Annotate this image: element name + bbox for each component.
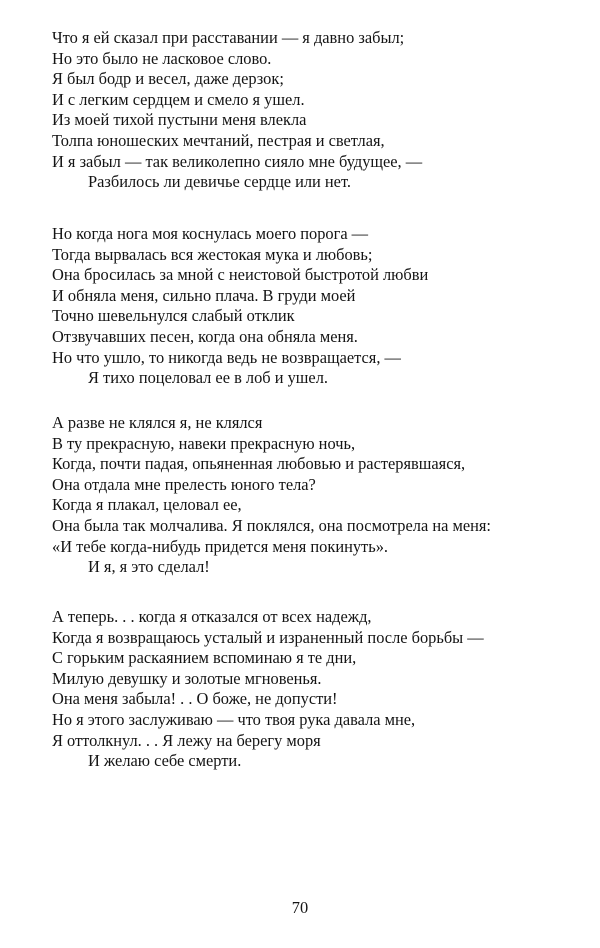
- poem-line: Она была так молчалива. Я поклялся, она посмотрела на меня:: [52, 515, 491, 535]
- poem-line: Я оттолкнул. . . Я лежу на берегу моря: [52, 730, 321, 750]
- poem-line: Что я ей сказал при расставании — я давно забыл;: [52, 28, 405, 47]
- poem-line: В ту прекрасную, навеки прекрасную ночь,: [52, 433, 356, 453]
- stanza: [52, 413, 592, 578]
- poem-line: Она отдала мне прелесть юного тела?: [52, 474, 316, 494]
- poem-line: А теперь. . . когда я отказался от всех надежд,: [52, 607, 372, 626]
- poem-line: А разве не клялся я, не клялся: [52, 413, 263, 432]
- poem-line: Отзвучавших песен, когда она обняла меня.: [52, 326, 358, 346]
- poem-line-indented: Разбилось ли девичье сердце или нет.: [88, 172, 351, 192]
- poem-line: Когда я плакал, целовал ее,: [52, 495, 242, 515]
- poem-line: Когда я возвращаюсь усталый и израненный после борьбы —: [52, 627, 484, 647]
- poem-line: Из моей тихой пустыни меня влекла: [52, 110, 307, 130]
- stanza: [52, 607, 592, 772]
- poem-line: Но это было не ласковое слово.: [52, 48, 272, 68]
- poem-line: Она меня забыла! . . О боже, не допусти!: [52, 689, 338, 709]
- poem-line: Но что ушло, то никогда ведь не возвращается, —: [52, 347, 401, 367]
- poem-line: Когда, почти падая, опьяненная любовью и растерявшаяся,: [52, 454, 466, 474]
- poem-line-indented: Я тихо поцеловал ее в лоб и ушел.: [88, 368, 328, 388]
- poem-line: Точно шевельнулся слабый отклик: [52, 306, 295, 326]
- poem-line: И с легким сердцем и смело я ушел.: [52, 89, 305, 109]
- poem-line: Но когда нога моя коснулась моего порога —: [52, 224, 369, 243]
- poem-line: Толпа юношеских мечтаний, пестрая и светлая,: [52, 130, 385, 150]
- poem-line-indented: И желаю себе смерти.: [88, 751, 242, 771]
- poem-line: Она бросилась за мной с неистовой быстротой любви: [52, 265, 429, 285]
- poem-line: И обняла меня, сильно плача. В груди моей: [52, 285, 356, 305]
- poem-line: И я забыл — так великолепно сияло мне будущее, —: [52, 151, 423, 171]
- poem-line-indented: И я, я это сделал!: [88, 557, 210, 577]
- poem-line: Милую девушку и золотые мгновенья.: [52, 668, 322, 688]
- poem-line: С горьким раскаянием вспоминаю я те дни,: [52, 648, 357, 668]
- poem-line: Но я этого заслуживаю — что твоя рука давала мне,: [52, 709, 416, 729]
- poem-line: Тогда вырвалась вся жестокая мука и любовь;: [52, 244, 373, 264]
- poem-line: «И тебе когда-нибудь придется меня покинуть».: [52, 536, 388, 556]
- stanza: [52, 28, 592, 193]
- stanza: [52, 224, 592, 389]
- poem-line: Я был бодр и весел, даже дерзок;: [52, 69, 284, 89]
- page-number: 70: [291, 898, 309, 917]
